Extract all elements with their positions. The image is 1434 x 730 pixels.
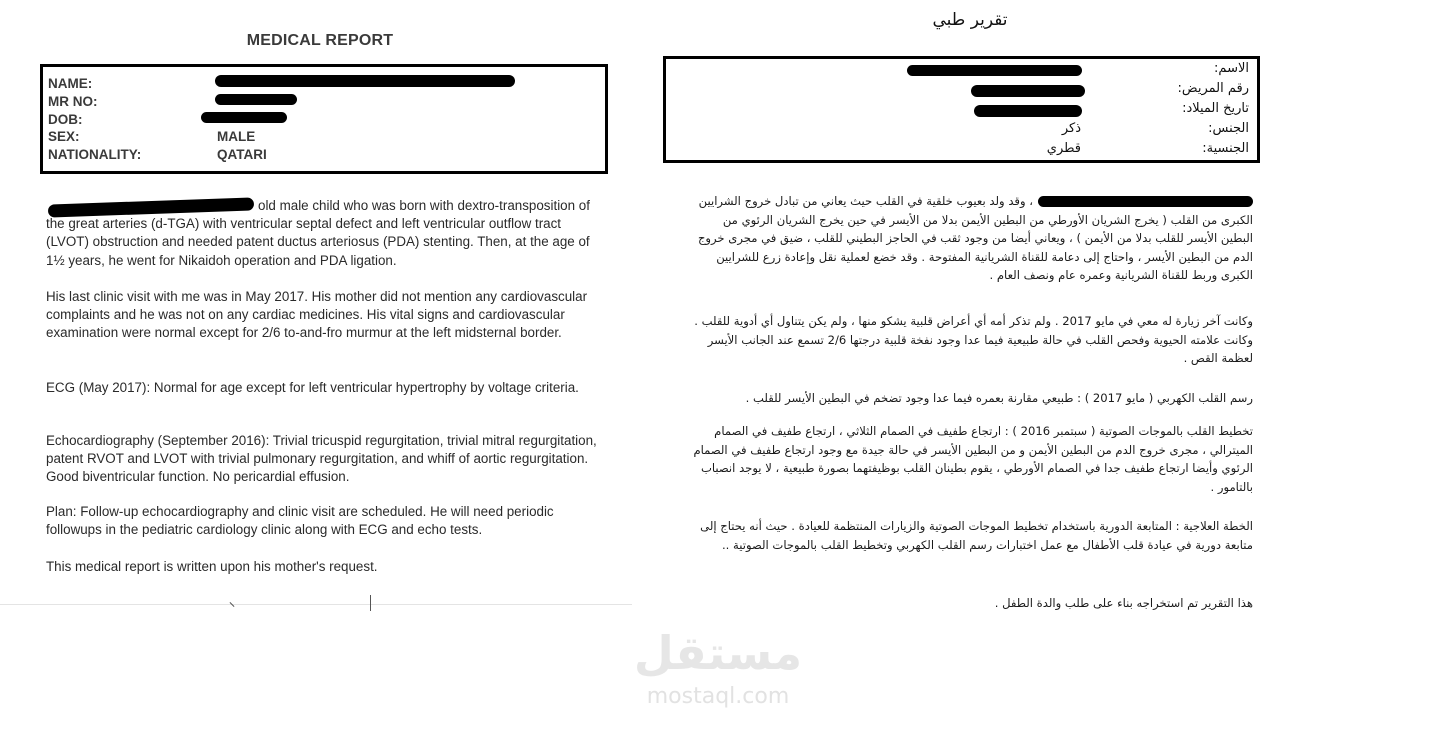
arabic-paragraph-plan: الخطة العلاجية : المتابعة الدورية باستخدام تخطيط الموجات الصوتية والزيارات المنتظمة للعيادة . حيث أنه يحتاج إلى متابعة دورية في عيادة قلب الأطفال مع عمل اختبارات رسم القلب الكهربي وتخطيط القلب بالموجات الصوتية .. [700,519,1253,552]
label-mr-no: MR NO: [48,94,98,109]
value-nationality-ar: قطري [1046,141,1081,156]
label-nationality: NATIONALITY: [48,147,142,162]
redacted-name [215,75,515,87]
mostaql-watermark-logo: مستقل [633,626,803,680]
label-dob: DOB: [48,112,83,127]
english-report-title: MEDICAL REPORT [246,32,394,49]
label-nationality-ar: الجنسية: [1202,141,1249,156]
label-mr-no-ar: رقم المريض: [1177,81,1249,96]
redacted-mr-no [215,94,297,105]
english-paragraph-last-visit: His last clinic visit with me was in May 2017. His mother did not mention any cardiovascular complaints and he was not on any cardiac medicines. His vital signs and cardiovascular examination were normal except for 2/6 to-and-fro murmur at the left midsternal border. [46,289,588,341]
arabic-patient-info-box [663,56,1260,163]
english-paragraph-plan: Plan: Follow-up echocardiography and clinic visit are scheduled. He will need periodic followups in the pediatric cardiology clinic along with ECG and echo tests. [46,504,554,538]
english-paragraph-ecg: ECG (May 2017): Normal for age except for left ventricular hypertrophy by voltage criteria. [46,380,579,395]
arabic-paragraph-echo: تخطيط القلب بالموجات الصوتية ( سبتمبر 2016 ) : ارتجاع طفيف في الصمام الثلاثي ، ارتجاع طفيف في الصمام الميترالي ، مجرى خروج الدم من البطين الأيمن و من البطين الأيسر في حالة جيدة مع وجود ارتجاع طفيف في الصمام الرئوي وأيضا ارتجاع طفيف جدا في الصمام الأورطي ، يقوم بطينان القلب بوظيفتهما بصورة طبيعية ، لا يوجد انصباب بالتامور . [693,424,1253,494]
arabic-paragraph-request: هذا التقرير تم استخراجه بناء على طلب والدة الطفل . [994,596,1253,610]
arabic-report-title: تقرير طبي [932,10,1008,30]
english-patient-info-box [40,64,608,174]
value-sex-ar: ذكر [1061,121,1081,136]
arabic-paragraph-ecg: رسم القلب الكهربي ( مايو 2017 ) : طبيعي مقارنة بعمره فيما عدا وجود تضخم في البطين الأيسر للقلب . [745,391,1253,405]
label-dob-ar: تاريخ الميلاد: [1182,101,1249,116]
arabic-paragraph-last-visit: وكانت آخر زيارة له معي في مايو 2017 . ولم تذكر أمه أي أعراض قلبية يشكو منها ، ولم يكن يتناول أي أدوية للقلب . وكانت علامته الحيوية وفحص القلب في حالة طبيعية فيما عدا وجود نفخة قلبية درجتها 2/6 تسمع عند الجانب الأيسر لعظمة القص . [694,314,1253,366]
arabic-paragraph-history: ، وقد ولد بعيوب خلقية في القلب حيث يعاني من تبادل خروج الشرايين الكبرى من القلب ( يخرج الشريان الأورطي من البطين الأيمن بدلا من الأيسر في حين يخرج الشريان الرئوي من البطين الأيسر للقلب بدلا من الأيمن ) ، ويعاني أيضا من وجود ثقب في الحاجز البطيني للقلب ، ضيق في مجرى خروج الدم من البطين الأيسر ، واحتاج إلى دعامة للقناة الشريانية المفتوحة . وقد خضع لعملية نقل وإعادة زرع للشرايين الكبرى وربط للقناة الشريانية وعمره عام ونصف العام . [697,194,1253,283]
english-paragraph-echo: Echocardiography (September 2016): Trivial tricuspid regurgitation, trivial mitral regurgitation, patent RVOT and LVOT with trivial pulmonary regurgitation, and whiff of aortic regurgitation. Good biventricular function. No pericardial effusion. [46,433,597,485]
value-sex: MALE [217,129,256,144]
redacted-name-ar [907,65,1082,76]
redacted-patient-name-inline-ar [1038,196,1253,207]
label-name: NAME: [48,76,93,91]
english-paragraph-history: old male child who was born with dextro-transposition of the great arteries (d-TGA) with ventricular septal defect and left ventricular outflow tract (LVOT) obstruction and needed patent ductus arteriosus (PDA) stenting. Then, at the age of 1½ years, he went for Nikaidoh operation and PDA ligation. [46,198,590,268]
redacted-dob-ar [974,105,1082,117]
scan-mark [370,595,371,611]
value-nationality: QATARI [217,147,267,162]
redacted-dob [201,112,287,123]
label-sex: SEX: [48,129,80,144]
page-bottom-divider [0,604,632,605]
label-sex-ar: الجنس: [1208,121,1249,136]
mostaql-watermark-url: mostaql.com [646,684,790,709]
redacted-mr-no-ar [971,85,1085,97]
english-paragraph-request: This medical report is written upon his mother's request. [46,559,378,574]
label-name-ar: الاسم: [1214,61,1249,76]
